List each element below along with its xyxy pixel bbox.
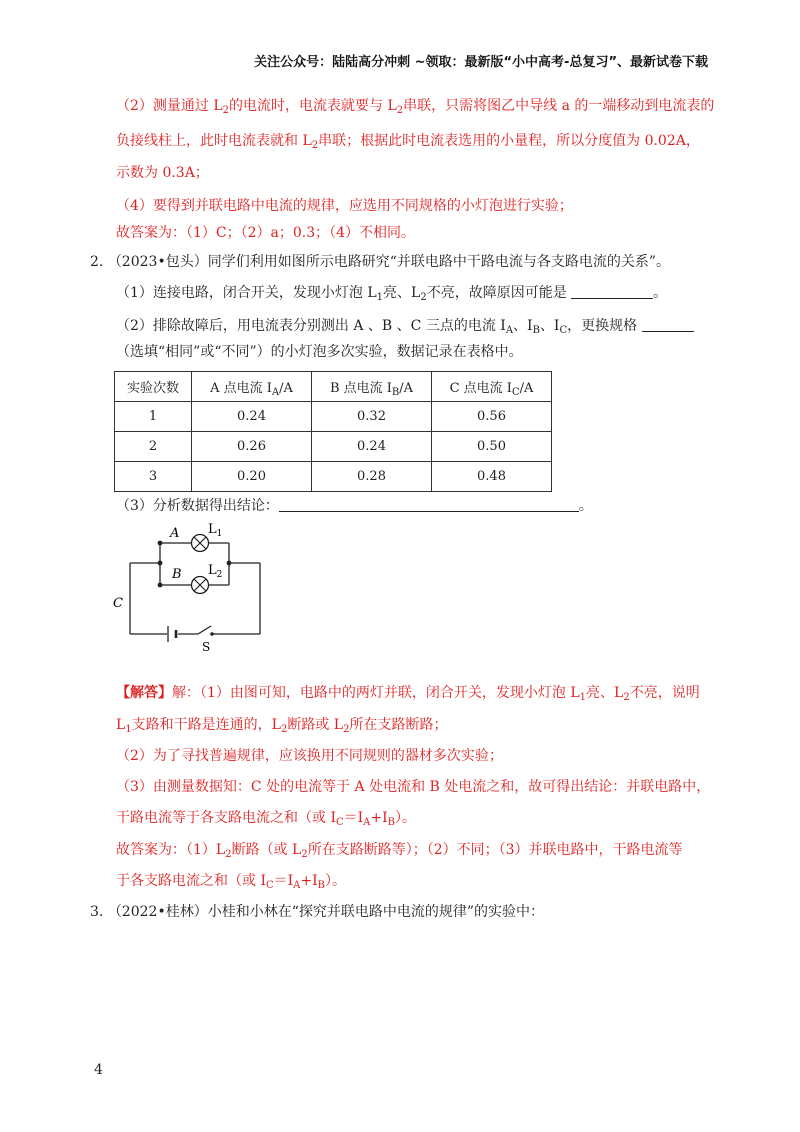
table-cell: 0.20 <box>192 462 312 492</box>
page-header: 关注公众号：陆陆高分冲刺 ~领取：最新版“小中高考-总复习”、最新试卷下载 <box>254 55 708 70</box>
answer-line-4: （3）由测量数据知：C 处的电流等于 A 处电流和 B 处电流之和，故可得出结论：并联电路中， <box>116 779 711 795</box>
question-2-part-1: （1）连接电路，闭合开关，发现小灯泡 $L_1$亮、$L_2$不亮，故障原因可能是 。 <box>116 285 668 303</box>
table-cell: 0.24 <box>192 402 312 432</box>
table-cell: 2 <box>115 432 192 462</box>
table-header-cell: C 点电流 $I_C/A$ <box>432 372 552 402</box>
prev-answer-summary: 故答案为：（1）C；（2）a；0.3；（4）不相同。 <box>116 225 416 241</box>
label-s: S <box>202 640 211 654</box>
junction-dot-right <box>227 561 232 566</box>
prev-answer-line-2: 负接线柱上，此时电流表就和 $L_2$串联；根据此时电流表选用的小量程，所以分度值为 0.02A， <box>116 133 700 151</box>
table-cell: 0.24 <box>312 432 432 462</box>
point-a-dot <box>158 541 163 546</box>
table-row <box>115 432 552 462</box>
page-number: 4 <box>94 1062 103 1078</box>
question-2-part-3: （3）分析数据得出结论： 。 <box>116 498 593 514</box>
table-row <box>115 462 552 492</box>
table-cell: 1 <box>115 402 192 432</box>
table-header-cell: 实验次数 <box>115 372 192 402</box>
table-cell: 0.26 <box>192 432 312 462</box>
table-header-cell: A 点电流 $I_A/A$ <box>192 372 312 402</box>
table-cell: 0.56 <box>432 402 552 432</box>
answer-blank-1[interactable] <box>571 284 653 299</box>
answer-blank-3[interactable] <box>279 497 579 512</box>
prev-answer-line-3: 示数为 0.3A； <box>116 165 209 181</box>
answer-line-2: $L_1$支路和干路是连通的，$L_2$断路或 $L_2$所在支路断路； <box>116 717 448 735</box>
answer-line-3: （2）为了寻找普遍规律，应该换用不同规则的器材多次实验； <box>116 748 503 764</box>
prev-answer-line-4: （4）要得到并联电路中电流的规律，应选用不同规格的小灯泡进行实验； <box>116 198 573 214</box>
data-table <box>114 371 552 492</box>
question-2-stem: 2. （2023•包头）同学们利用如图所示电路研究“并联电路中干路电流与各支路电流的关系”。 <box>90 254 671 270</box>
lamp-l2-symbol <box>192 577 209 594</box>
label-b: B <box>172 567 182 582</box>
point-b-dot <box>158 583 163 588</box>
table-cell: 3 <box>115 462 192 492</box>
question-3-stem: 3. （2022•桂林）小桂和小林在“探究并联电路中电流的规律”的实验中： <box>90 904 545 920</box>
answer-summary-line-1: 故答案为：$(1)L_2$断路（或 $L_2$所在支路断路等）；（2）不同；（3）并联电路中，干路电流等 <box>116 842 683 860</box>
label-c: C <box>113 596 123 611</box>
label-l1: $L_1$ <box>208 522 223 539</box>
table-header-cell: B 点电流 $I_B/A$ <box>312 372 432 402</box>
table-cell: 0.50 <box>432 432 552 462</box>
lamp-l1-symbol <box>192 535 209 552</box>
label-a: A <box>170 526 180 541</box>
table-cell: 0.48 <box>432 462 552 492</box>
question-2-part-2: （2）排除故障后，用电流表分别测出 A 、B 、C 三点的电流 $I_A$、$I_B$、$I_C$，更换规格 <box>116 316 694 336</box>
label-l2: $L_2$ <box>208 563 223 580</box>
answer-line-1: 【解答】解：（1）由图可知，电路中的两灯并联，闭合开关，发现小灯泡 $L_1$亮、$L_2$不亮，说明 <box>116 685 700 703</box>
table-header-row <box>115 372 552 402</box>
circuit-diagram <box>110 520 280 655</box>
answer-line-5: 干路电流等于各支路电流之和（或 $I_C=I_A+I_B$）。 <box>116 810 417 828</box>
answer-blank-2[interactable] <box>642 317 694 332</box>
junction-dot-left <box>158 561 163 566</box>
question-2-part-2-cont: （选填“相同”或“不同”）的小灯泡多次实验，数据记录在表格中。 <box>116 344 523 360</box>
prev-answer-line-1: （2）测量通过 $L_2$的电流时，电流表就要与 $L_2$串联，只需将图乙中导线 a 的一端移动到电流表的 <box>116 98 715 116</box>
switch-contact <box>210 632 214 636</box>
table-cell: 0.32 <box>312 402 432 432</box>
table-row <box>115 402 552 432</box>
answer-summary-line-2: 于各支路电流之和（或 $I_C=I_A+I_B$）。 <box>116 873 347 891</box>
table-cell: 0.28 <box>312 462 432 492</box>
